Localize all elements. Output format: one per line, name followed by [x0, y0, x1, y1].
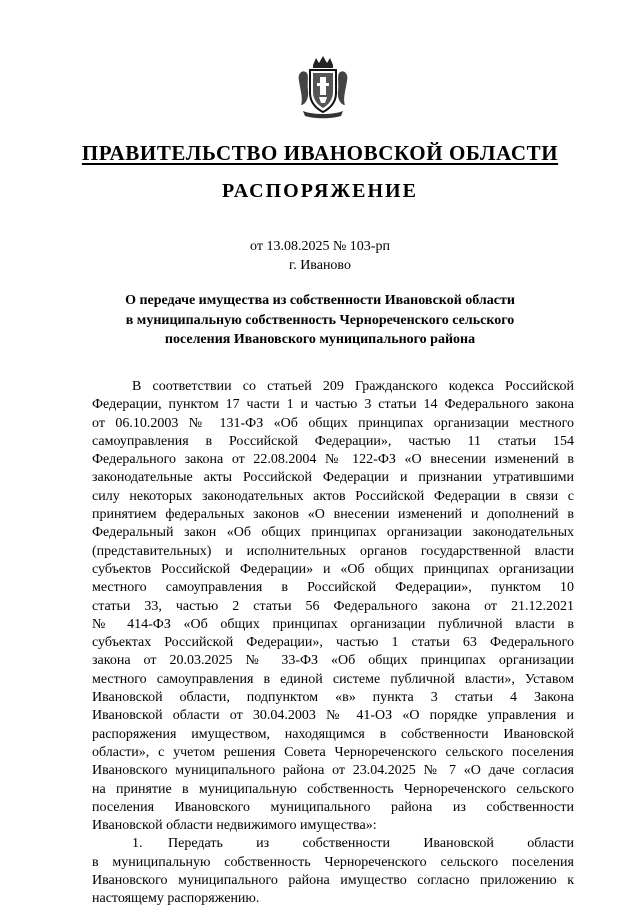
preamble-line: распоряжения имуществом, находящимся в собственности Ивановской	[92, 726, 574, 742]
preamble-line: на принятие в муниципальную собственность Чернореченского сельского	[92, 781, 574, 797]
document-meta	[200, 237, 440, 275]
item-1-line	[92, 835, 574, 853]
preamble-line: местного самоуправления в единой системе публичной власти», Уставом	[92, 671, 574, 687]
preamble-line: от 06.10.2003 № 131-ФЗ «Об общих принципах организации местного	[92, 415, 574, 431]
preamble-line: статьи 33, частью 2 статьи 56 Федерального закона от 21.12.2021	[92, 598, 574, 614]
preamble-line: (представительных) и исполнительных органов государственной власти	[92, 543, 574, 559]
document-body	[92, 378, 574, 909]
preamble-line: Ивановской области от 30.04.2003 № 41-ОЗ «О порядке управления и	[92, 708, 574, 724]
preamble-line: Федерации, пунктом 17 части 1 и частью 3 статьи 14 Федерального закона	[92, 397, 574, 413]
preamble-line: силу некоторых законодательных актов Российской Федерации в связи с	[92, 488, 574, 504]
document-city: г. Иваново	[289, 258, 351, 273]
coat-of-arms-emblem	[295, 55, 351, 119]
item-1-line: Ивановского муниципального района имущество согласно приложению к	[92, 873, 574, 889]
document-subject	[95, 291, 545, 350]
preamble-line: № 414-ФЗ «Об общих принципах организации публичной власти в	[92, 616, 574, 632]
item-1-line: настоящему распоряжению.	[92, 891, 260, 907]
item-1-line: в муниципальную собственность Чернореченского сельского поселения	[92, 854, 574, 870]
preamble-line: поселения Ивановского муниципального района из собственности	[92, 799, 574, 815]
preamble-line: закона от 20.03.2025 № 33-ФЗ «Об общих принципах организации	[92, 653, 574, 669]
preamble-line: области», с учетом решения Совета Чернореченского сельского поселения	[92, 744, 574, 760]
preamble-line: Федерального закона от 22.08.2004 № 122-ФЗ «О внесении изменений в	[92, 452, 574, 468]
preamble-line: принятием федеральных законов «О внесении изменений и дополнений в	[92, 507, 574, 523]
document-type-title: РАСПОРЯЖЕНИЕ	[222, 180, 418, 202]
document-date-number: от 13.08.2025 № 103-рп	[250, 239, 390, 254]
preamble-line: самоуправления в Российской Федерации», частью 11 статьи 154	[92, 433, 574, 449]
preamble-line: субъектов Российской Федерации» и «Об общих принципах организации	[92, 561, 574, 577]
item-1-number: 1.	[132, 836, 143, 852]
preamble-line: Ивановского муниципального района от 23.04.2025 № 7 «О даче согласия	[92, 763, 574, 779]
preamble-line: Ивановской области недвижимого имущества»:	[92, 818, 377, 834]
preamble-line: Ивановской области, подпунктом «в» пункта 3 статьи 4 Закона	[92, 690, 574, 706]
subject-line: в муниципальную собственность Чернореченского сельского	[125, 312, 515, 328]
item-1-text: Передать из собственности Ивановской области	[168, 836, 574, 852]
government-title: ПРАВИТЕЛЬСТВО ИВАНОВСКОЙ ОБЛАСТИ	[81, 141, 559, 165]
preamble-line: Федеральный закон «Об общих принципах организации законодательных	[92, 525, 574, 541]
preamble-line: субъектах Российской Федерации», частью 1 статьи 63 Федерального	[92, 635, 574, 651]
preamble-line: местного самоуправления в Российской Федерации», пунктом 10	[92, 580, 574, 596]
subject-line: поселения Ивановского муниципального района	[164, 332, 476, 347]
preamble-line: законодательные акты Российской Федерации и признании утратившими	[92, 470, 574, 486]
subject-line: О передаче имущества из собственности Ивановской области	[125, 293, 515, 308]
preamble-line: В соответствии со статьей 209 Гражданского кодекса Российской	[132, 379, 574, 394]
